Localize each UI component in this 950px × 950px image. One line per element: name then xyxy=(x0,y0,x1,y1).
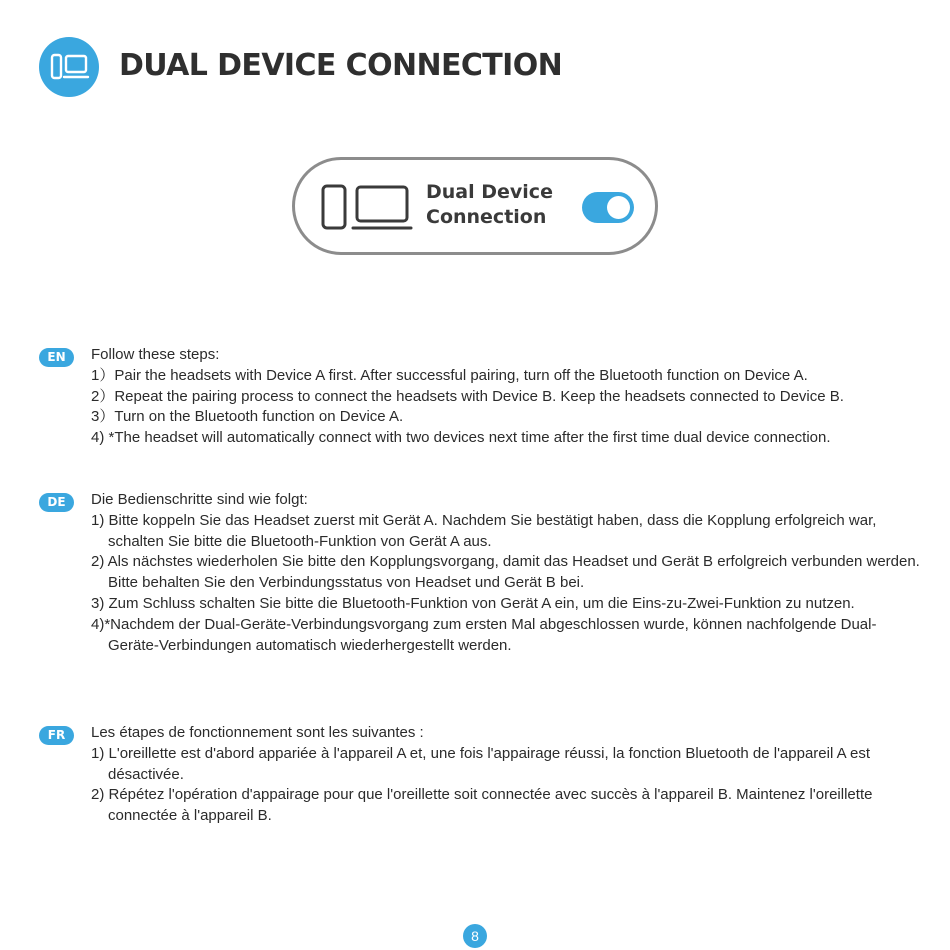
language-badge-en: EN xyxy=(39,348,74,367)
language-badge-fr: FR xyxy=(39,726,74,745)
section-intro: Die Bedienschritte sind wie folgt: xyxy=(91,491,308,508)
section-intro: Follow these steps: xyxy=(91,346,220,363)
dual-device-setting-card xyxy=(292,157,658,255)
dual-device-connection-toggle[interactable] xyxy=(582,192,634,223)
step-item: 2) Als nächstes wiederholen Sie bitte den Kopplungsvorgang, damit das Headset und Gerät B erfolgreich verbunden werden. Bitte behalten Sie den Verbindungsstatus von Headset und Gerät B bei. xyxy=(91,553,920,592)
phone-laptop-outline-icon xyxy=(319,182,414,232)
page-title: DUAL DEVICE CONNECTION xyxy=(119,48,563,83)
step-item: 4)*Nachdem der Dual-Geräte-Verbindungsvorgang zum ersten Mal abgeschlossen wurde, können nachfolgende Dual-Geräte-Verbindungen automatisch wiederhergestellt werden. xyxy=(91,615,877,654)
step-item: 3）Turn on the Bluetooth function on Device A. xyxy=(91,408,404,426)
page-number: 8 xyxy=(463,924,487,948)
step-item: 2) Répétez l'opération d'appairage pour que l'oreillette soit connectée avec succès à l'appareil B. Maintenez l'oreillette connectée à l'appareil B. xyxy=(91,786,873,825)
step-item: 1）Pair the headsets with Device A first. After successful pairing, turn off the Bluetooth function on Device A. xyxy=(91,366,808,384)
toggle-knob xyxy=(607,196,630,219)
step-item: 3) Zum Schluss schalten Sie bitte die Bluetooth-Funktion von Gerät A ein, um die Eins-zu-Zwei-Funktion zu nutzen. xyxy=(91,594,855,612)
language-badge-de: DE xyxy=(39,493,74,512)
step-item: 2）Repeat the pairing process to connect the headsets with Device B. Keep the headsets connected to Device B. xyxy=(91,387,844,405)
phone-laptop-icon xyxy=(39,37,99,97)
section-intro: Les étapes de fonctionnement sont les suivantes : xyxy=(91,724,424,741)
section-fr xyxy=(91,723,921,827)
dual-device-connection-label: Dual Device Connection xyxy=(426,181,553,228)
step-item: 4) *The headset will automatically connect with two devices next time after the first time dual device connection. xyxy=(91,429,831,447)
section-de xyxy=(91,490,921,656)
section-en xyxy=(91,345,921,449)
step-item: 1) L'oreillette est d'abord appariée à l'appareil A et, une fois l'appairage réussi, la fonction Bluetooth de l'appareil A est désactivée. xyxy=(91,744,870,783)
step-item: 1) Bitte koppeln Sie das Headset zuerst mit Gerät A. Nachdem Sie bestätigt haben, dass die Kopplung erfolgreich war, schalten Sie bitte die Bluetooth-Funktion von Gerät A aus. xyxy=(91,511,877,550)
